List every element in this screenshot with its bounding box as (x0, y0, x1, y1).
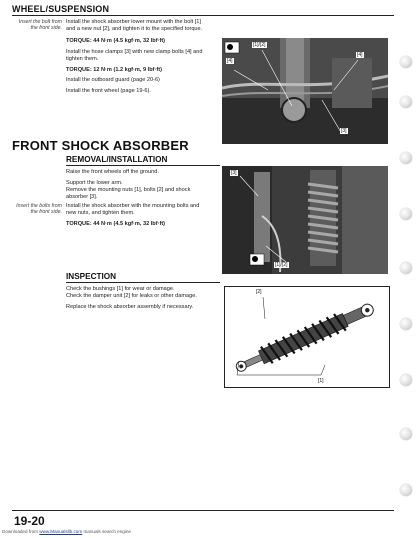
label-1-2: [1]/[2] (253, 42, 266, 48)
step-line: Install the front wheel (page 19-6). (66, 88, 151, 95)
label-4-left: [4] (227, 58, 233, 64)
step-line: Install the hose clamps [3] with new clamp bolts [4] and (66, 48, 203, 55)
front-install-steps (66, 203, 222, 228)
torque-spec: TORQUE: 12 N·m (1.2 kgf·m, 9 lbf·ft) (66, 66, 162, 73)
manualslib-link[interactable]: www.Manualslib.com (39, 529, 83, 534)
label-damper: [2] (256, 289, 262, 295)
step-line: Replace the shock absorber assembly if necessary. (66, 303, 194, 310)
front-shock-title: FRONT SHOCK ABSORBER (12, 138, 189, 153)
step-line: Raise the front wheels off the ground. (66, 169, 159, 175)
label-bushing: [1] (318, 378, 324, 384)
binder-tab (400, 318, 412, 330)
shock-absorber-art (225, 287, 389, 387)
side-note-bolt: Insert the bolt from the front side. (18, 19, 62, 32)
section-header: WHEEL/SUSPENSION (12, 4, 110, 14)
binder-tab (400, 484, 412, 496)
removal-installation-subtitle: REMOVAL/INSTALLATION (66, 155, 168, 164)
label-4-right: [4] (357, 52, 363, 58)
step-line: new nuts, and tighten them. (66, 209, 135, 216)
binder-tab (400, 374, 412, 386)
step-line: Remove the mounting nuts [1], bolts [2] and shock (66, 186, 191, 193)
footer-rule (12, 510, 394, 511)
binder-tab (400, 56, 412, 68)
page-number: 19-20 (14, 514, 45, 528)
removal-steps (66, 169, 222, 201)
download-footer: Downloaded from www.Manualslib.com manuals search engine (2, 529, 131, 534)
rear-install-steps (66, 19, 222, 95)
step-line: Install the shock absorber lower mount with the bolt [1] (66, 19, 201, 25)
step-line: tighten them. (66, 55, 99, 62)
inspection-title: INSPECTION (66, 272, 117, 281)
step-line: Support the lower arm. (66, 179, 123, 186)
binder-tab (400, 208, 412, 220)
step-line: Install the outboard guard (page 20-6) (66, 77, 160, 84)
binder-tab (400, 262, 412, 274)
label-3: [3] (231, 170, 237, 176)
photo-front-shock-art (222, 166, 388, 274)
subtitle-rule (66, 165, 220, 166)
photo-lower-mount (222, 38, 388, 144)
binder-tab (400, 428, 412, 440)
binder-tab (400, 96, 412, 108)
step-line: absorber [3]. (66, 193, 98, 200)
step-line: Install the shock absorber with the mounting bolts and (66, 203, 200, 209)
side-note-bolts: Insert the bolts from the front side. (16, 203, 62, 216)
inspection-steps (66, 286, 222, 311)
label-3: [3] (341, 128, 347, 134)
inspection-rule (66, 282, 220, 283)
header-rule (12, 15, 394, 16)
step-line: Check the damper unit [2] for leaks or other damage. (66, 292, 197, 299)
binder-tab (400, 152, 412, 164)
step-line: and a new nut [2], and tighten it to the specified torque. (66, 25, 203, 32)
label-1-2: [1]/[2] (275, 262, 288, 268)
torque-spec: TORQUE: 44 N·m (4.5 kgf·m, 32 lbf·ft) (66, 220, 166, 227)
torque-spec: TORQUE: 44 N·m (4.5 kgf·m, 32 lbf·ft) (66, 37, 166, 44)
photo-front-shock (222, 166, 388, 274)
shock-absorber-diagram (224, 286, 390, 388)
step-line: Check the bushings [1] for wear or damage. (66, 286, 175, 292)
